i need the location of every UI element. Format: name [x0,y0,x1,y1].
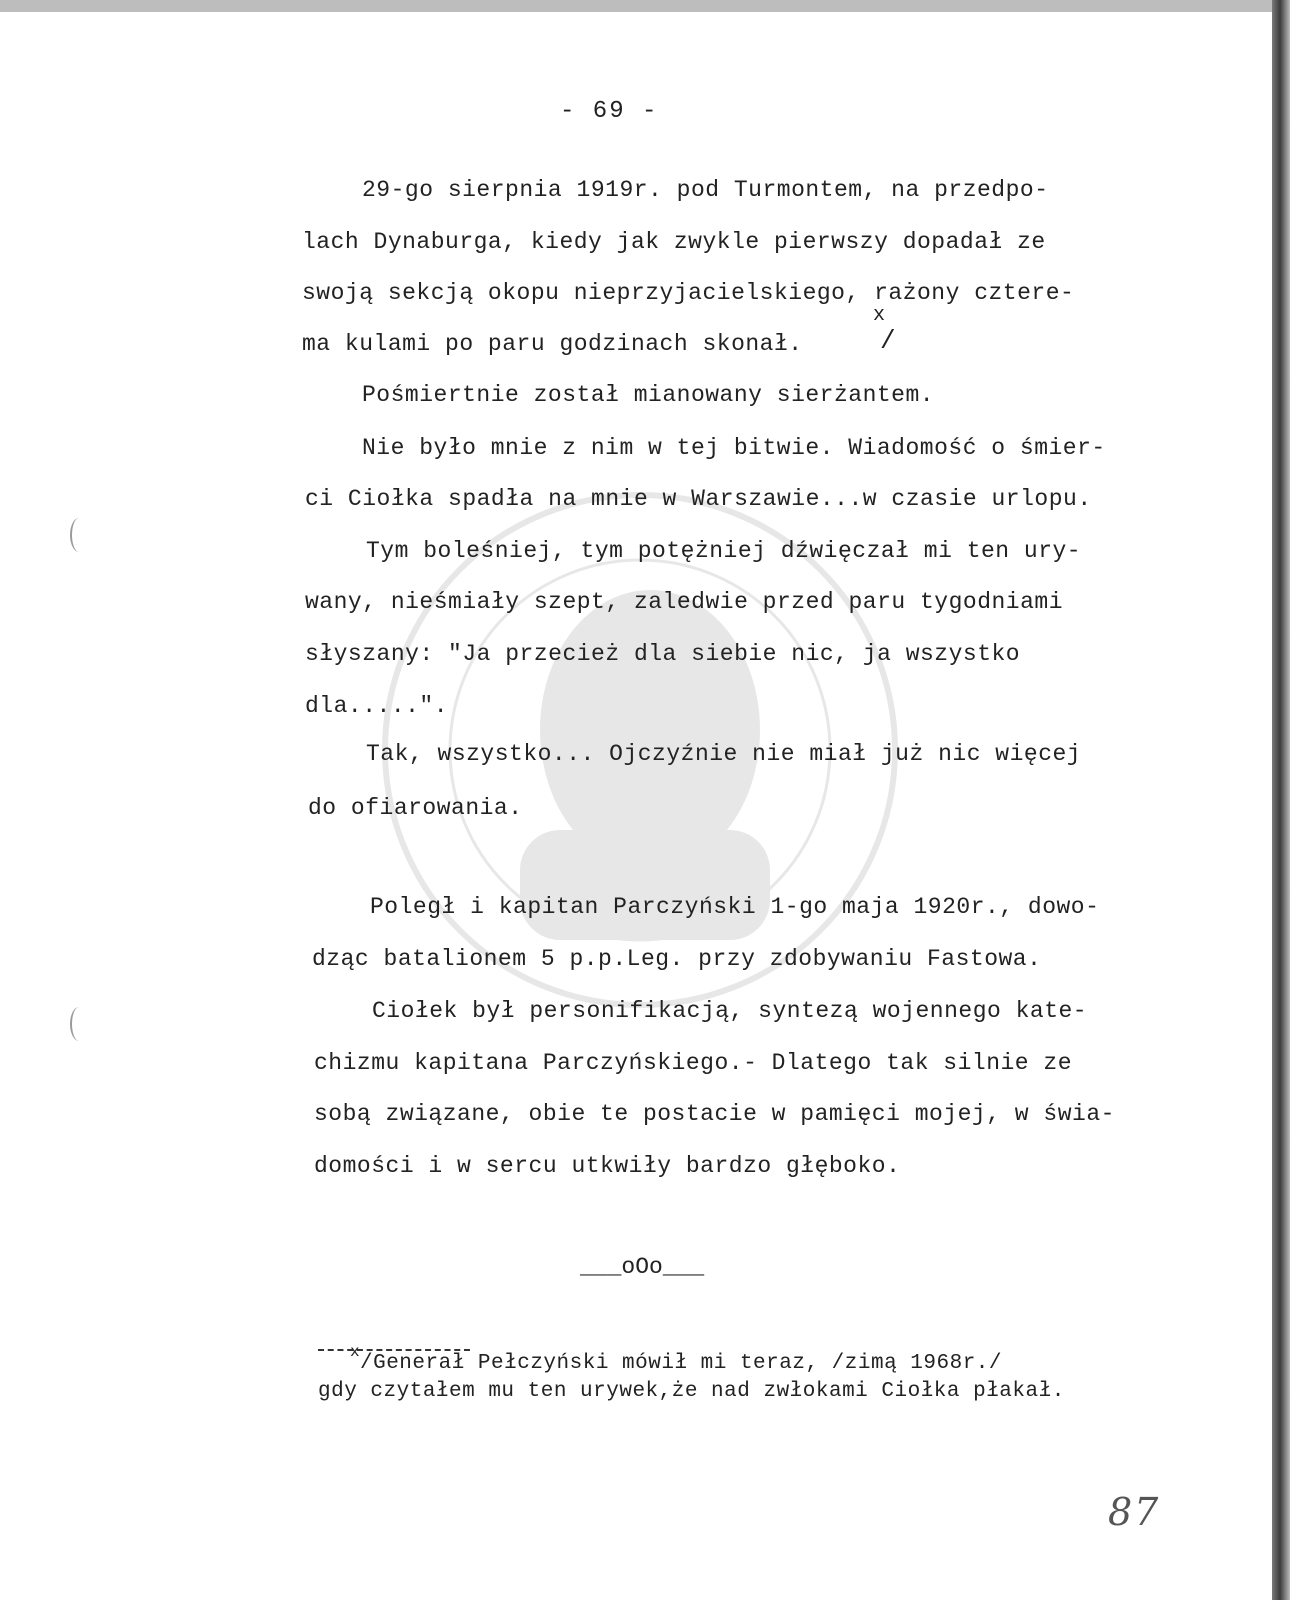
page-number: - 69 - [560,98,659,125]
text-line: Poległ i kapitan Parczyński 1-go maja 1920r., dowo- [370,894,1100,920]
text-line: lach Dynaburga, kiedy jak zwykle pierwszy dopadał ze [302,229,1046,255]
section-divider: ___oOo___ [580,1254,705,1280]
text-line: sobą związane, obie te postacie w pamięci mojej, w świa- [314,1101,1115,1127]
footnote-line: /Generał Pełczyński mówił mi teraz, /zimą 1968r./ [360,1352,1003,1375]
text-line: swoją sekcją okopu nieprzyjacielskiego, rażony cztere- [302,280,1075,306]
handwritten-page-number: 87 [1108,1490,1161,1534]
text-line: ma kulami po paru godzinach skonał. [302,331,803,357]
text-line: Tym boleśniej, tym potężniej dźwięczał mi ten ury- [366,538,1082,564]
footnote-marker: x [350,1343,360,1361]
footnote-rule [318,1349,470,1351]
text-line: domości i w sercu utkwiły bardzo głęboko. [314,1153,901,1179]
text-line: ci Ciołka spadła na mnie w Warszawie...w czasie urlopu. [305,486,1092,512]
text-line: wany, nieśmiały szept, zaledwie przed paru tygodniami [305,589,1064,615]
footnote-line: gdy czytałem mu ten urywek,że nad zwłokami Ciołka płakał. [318,1380,1065,1403]
text-line: dząc batalionem 5 p.p.Leg. przy zdobywaniu Fastowa. [312,946,1042,972]
text-line: do ofiarowania. [308,795,523,821]
text-line: 29-go sierpnia 1919r. pod Turmontem, na przedpo- [362,177,1049,203]
binder-hole-mark [70,1007,88,1041]
text-line: chizmu kapitana Parczyńskiego.- Dlatego tak silnie ze [314,1050,1073,1076]
scan-top-edge [0,0,1275,12]
text-line: Tak, wszystko... Ojczyźnie nie miał już nic więcej [366,741,1082,767]
scan-right-edge [1272,0,1290,1600]
text-line: słyszany: "Ja przecież dla siebie nic, ja wszystko [305,641,1021,667]
footnote-marker: x [873,304,886,327]
text-line: Nie było mnie z nim w tej bitwie. Wiadomość o śmier- [362,435,1106,461]
text-line: dla.....". [305,693,449,719]
text-line: Ciołek był personifikacją, syntezą wojennego kate- [372,998,1088,1024]
text-line: Pośmiertnie został mianowany sierżantem. [362,382,935,408]
footnote-slash-mark: / [880,326,896,356]
binder-hole-mark [70,518,88,552]
